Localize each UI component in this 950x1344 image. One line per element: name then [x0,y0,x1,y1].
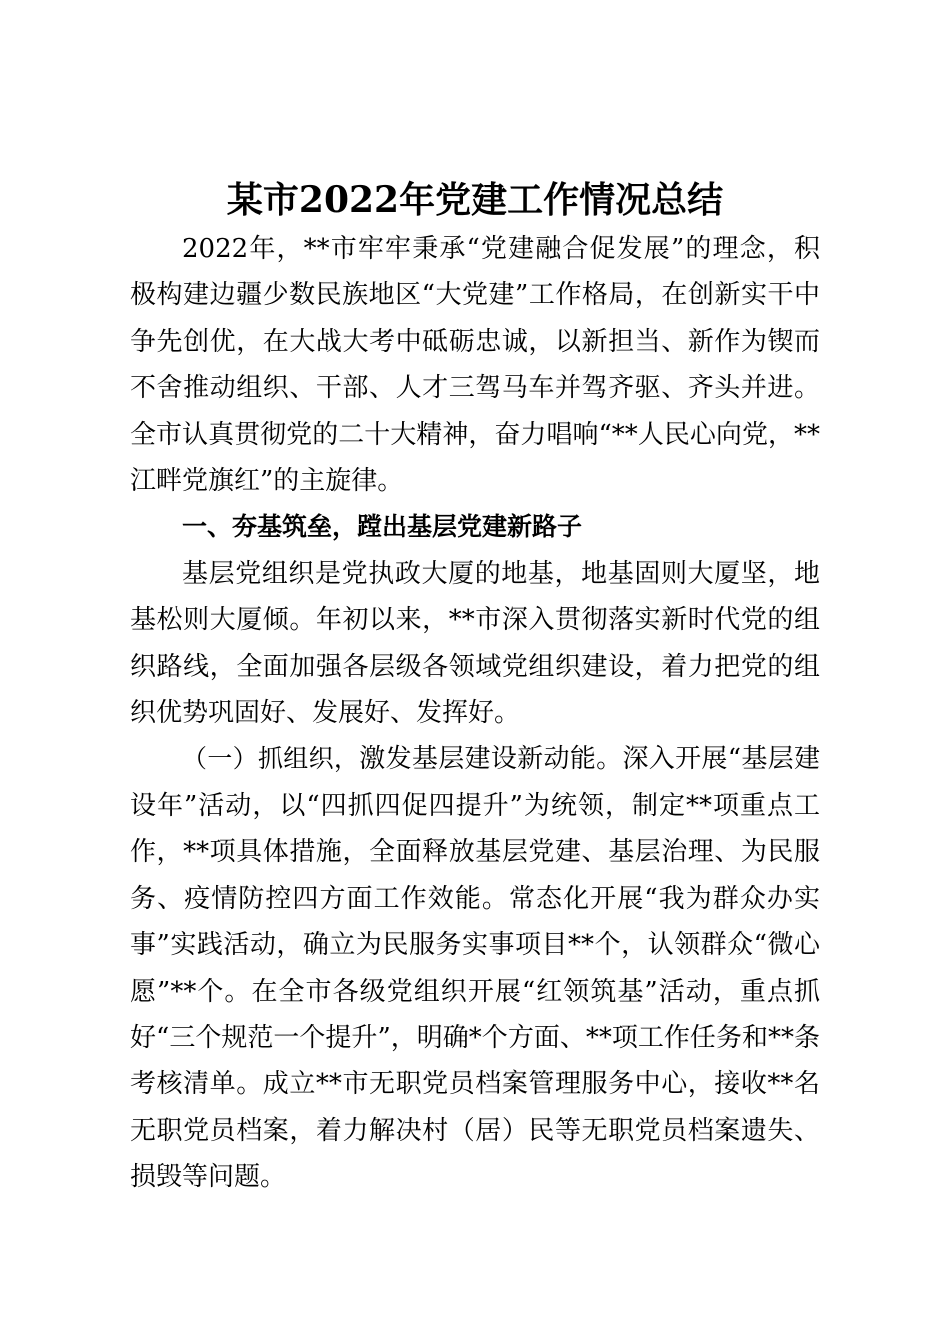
subsection-1-lead: （一）抓组织， [182,744,360,774]
section-heading-1: 一、夯基筑垒，蹚出基层党建新路子 [182,512,583,542]
subsection-1-text: 激发基层建设新动能。深入开展“基层建设年”活动，以“四抓四促四提升”为统领，制定**项重点工作，**项具体措施，全面释放基层党建、基层治理、为民服务、疫情防控四方面工作效能。常态化开展“我为群众办实事”实践活动，确立为民服务实事项目**个，认领群众“微心愿”**个。在全市各级党组织开展“红领筑基”活动，重点抓好“三个规范一个提升”，明确*个方面、**项工作任务和**条考核清单。成立**市无职党员档案管理服务中心，接收**名无职党员档案，着力解决村（居）民等无职党员档案遗失、损毁等问题。 [130,744,820,1193]
subsection-1-paragraph [130,736,820,1200]
document-body [130,226,820,1201]
section-1-paragraph: 基层党组织是党执政大厦的地基，地基固则大厦坚，地基松则大厦倾。年初以来，**市深入贯彻落实新时代党的组织路线，全面加强各层级各领域党组织建设，着力把党的组织优势巩固好、发展好、发挥好。 [130,558,820,729]
document-title: 某市2022年党建工作情况总结 [226,179,724,221]
intro-paragraph: 2022年，**市牢牢秉承“党建融合促发展”的理念，积极构建边疆少数民族地区“大党建”工作格局，在创新实干中争先创优，在大战大考中砥砺忠诚，以新担当、新作为锲而不舍推动组织、干部、人才三驾马车并驾齐驱、齐头并进。全市认真贯彻党的二十大精神，奋力唱响“**人民心向党，**江畔党旗红”的主旋律。 [130,234,820,497]
